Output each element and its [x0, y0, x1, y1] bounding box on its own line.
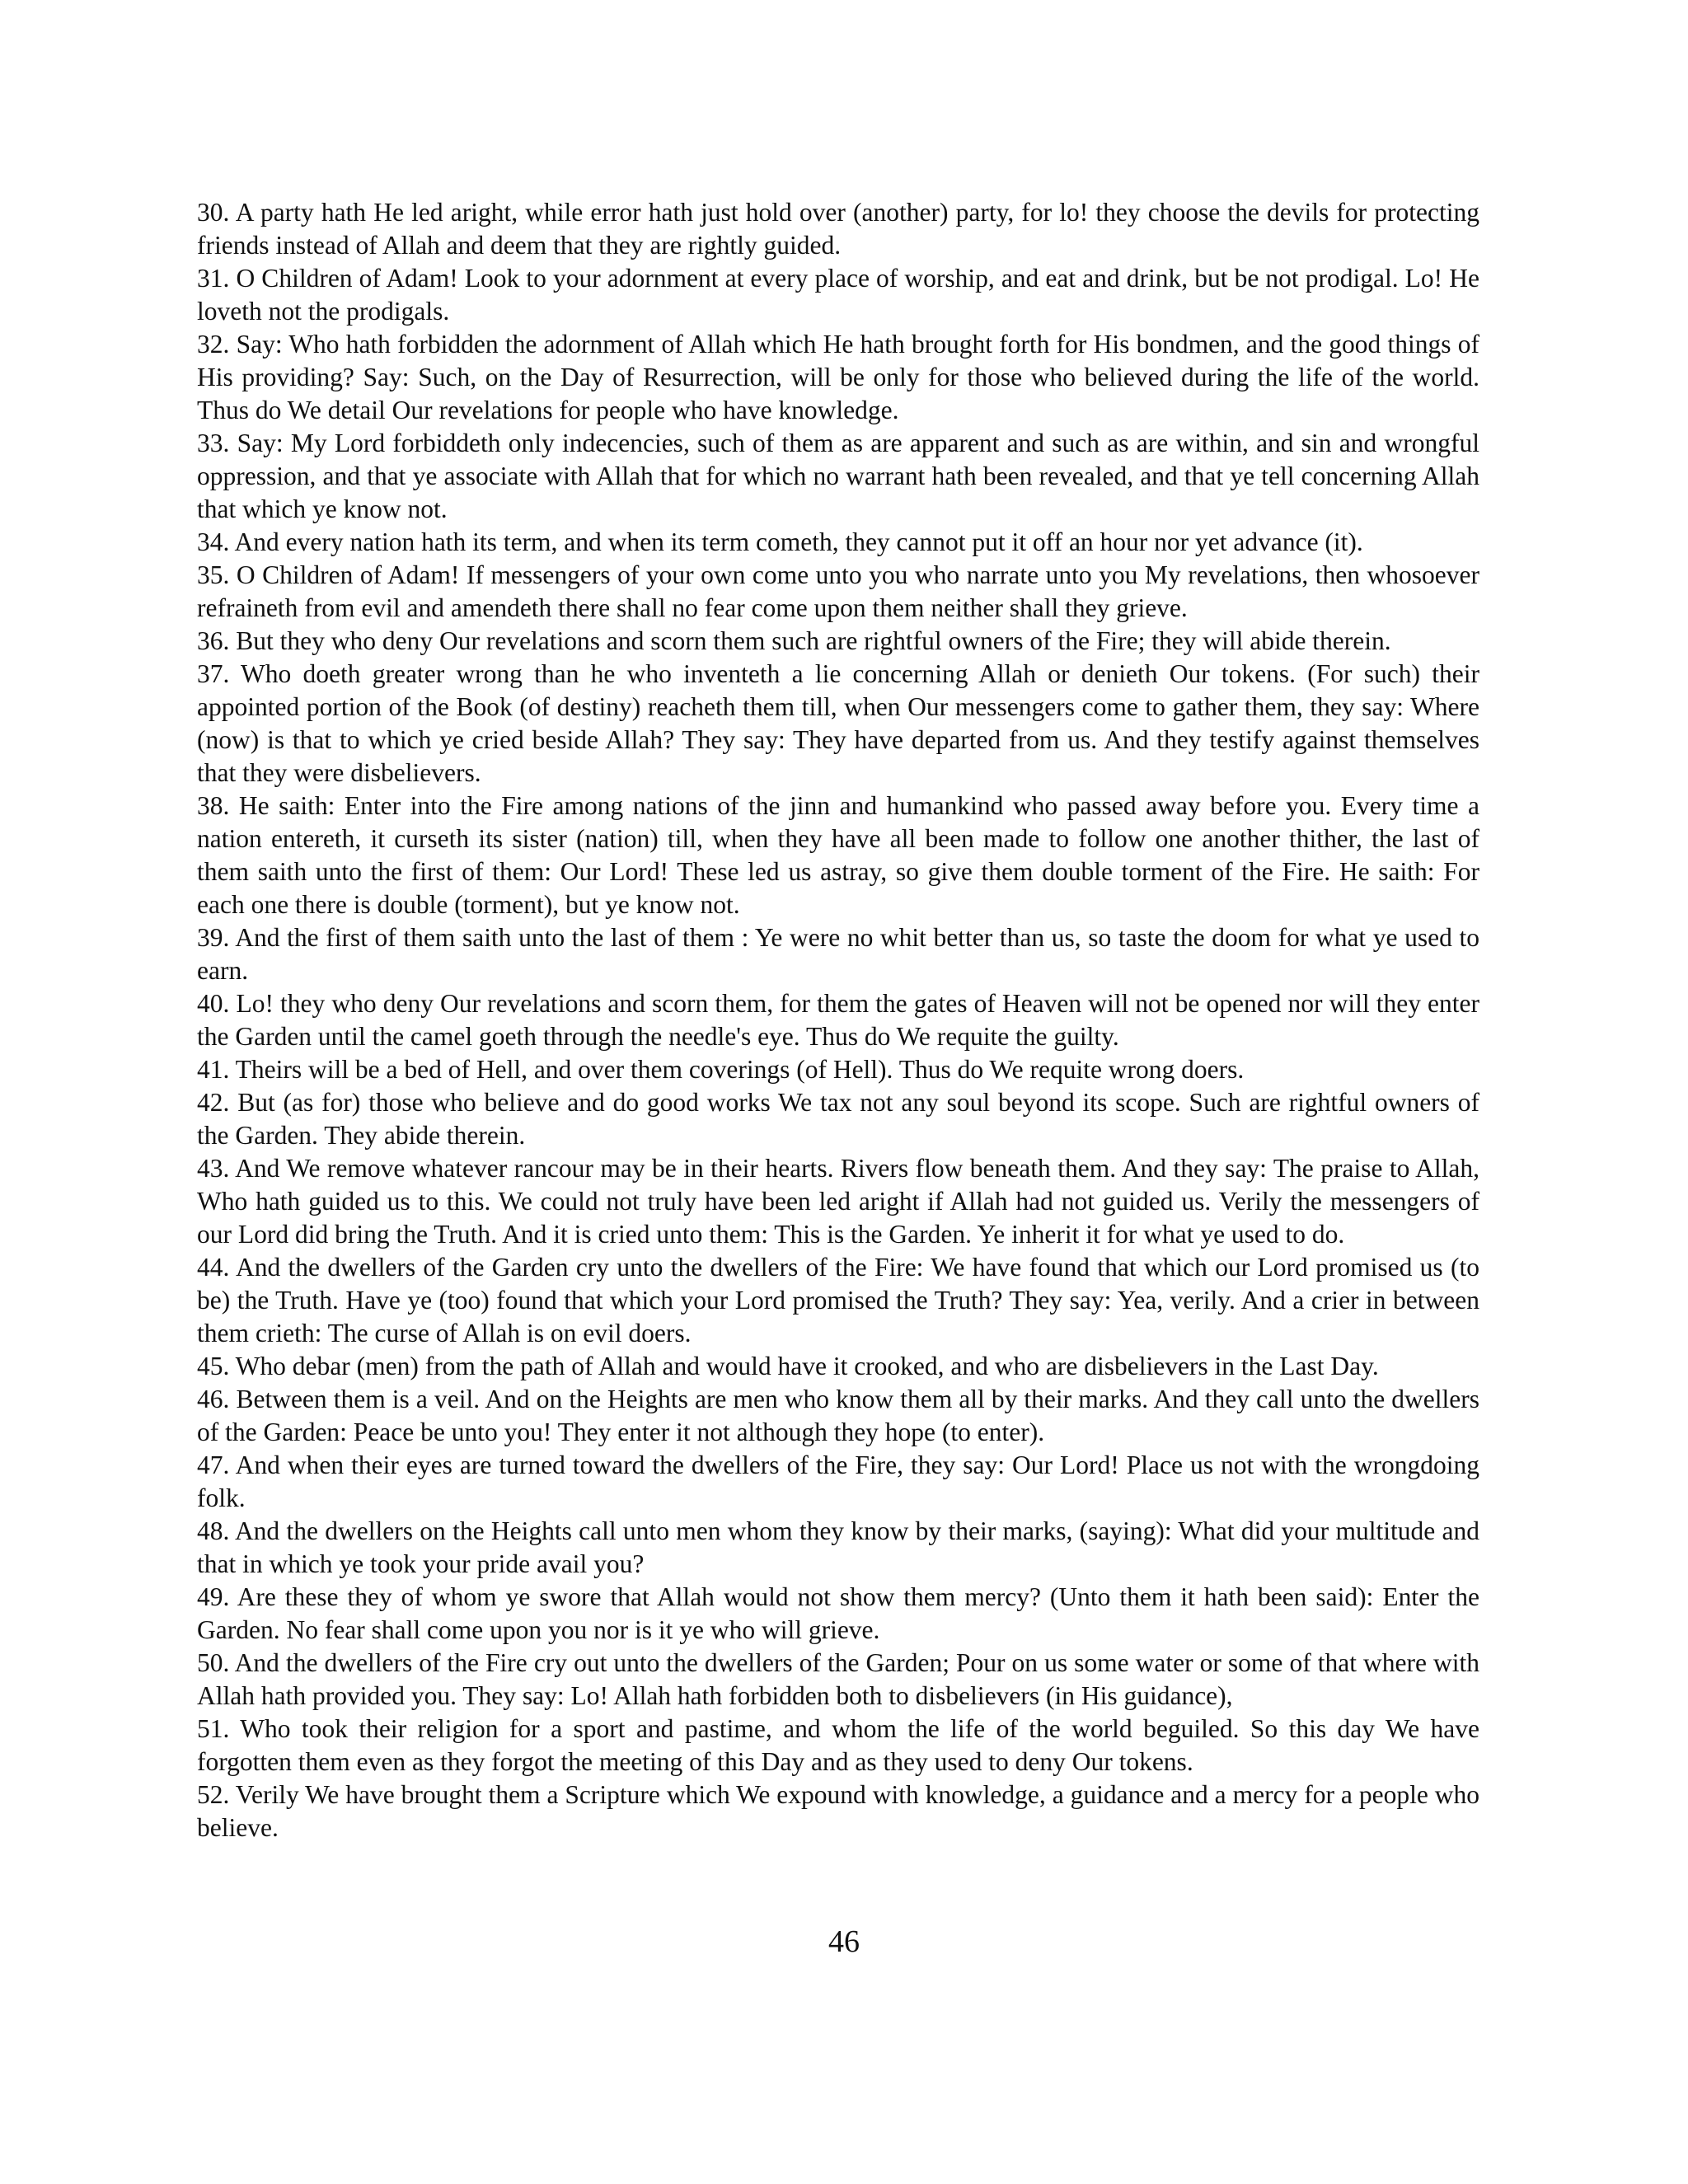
verse-39: 39. And the first of them saith unto the last of them : Ye were no whit better than us, so taste the doom for what ye used to earn. [197, 923, 1479, 985]
verse-30: 30. A party hath He led aright, while error hath just hold over (another) party, for lo! they choose the devils for protecting friends instead of Allah and deem that they are rightly guided. [197, 198, 1479, 260]
verse-33: 33. Say: My Lord forbiddeth only indecencies, such of them as are apparent and such as are within, and sin and wrongful oppression, and that ye associate with Allah that for which no warrant hath been revealed, and that ye tell concerning Allah that which ye know not. [197, 429, 1479, 523]
verse-34: 34. And every nation hath its term, and when its term cometh, they cannot put it off an hour nor yet advance (it). [197, 527, 1363, 556]
verse-41: 41. Theirs will be a bed of Hell, and over them coverings (of Hell). Thus do We requite wrong doers. [197, 1055, 1245, 1084]
verse-50: 50. And the dwellers of the Fire cry out unto the dwellers of the Garden; Pour on us some water or some of that where with Allah hath provided you. They say: Lo! Allah hath forbidden both to disbelievers (in His guidance), [197, 1648, 1479, 1710]
verse-44: 44. And the dwellers of the Garden cry unto the dwellers of the Fire: We have found that which our Lord promised us (to be) the Truth. Have ye (too) found that which your Lord promised the Truth? They say: Yea, verily. And a crier in between them crieth: The curse of Allah is on evil doers. [197, 1253, 1479, 1347]
verse-35: 35. O Children of Adam! If messengers of your own come unto you who narrate unto you My revelations, then whosoever refraineth from evil and amendeth there shall no fear come upon them neither shall they grieve. [197, 560, 1479, 622]
verse-31: 31. O Children of Adam! Look to your adornment at every place of worship, and eat and drink, but be not prodigal. Lo! He loveth not the prodigals. [197, 264, 1479, 326]
verse-36: 36. But they who deny Our revelations and scorn them such are rightful owners of the Fire; they will abide therein. [197, 626, 1391, 655]
verse-47: 47. And when their eyes are turned toward the dwellers of the Fire, they say: Our Lord! Place us not with the wrongdoing folk. [197, 1451, 1479, 1512]
verse-43: 43. And We remove whatever rancour may be in their hearts. Rivers flow beneath them. And they say: The praise to Allah, Who hath guided us to this. We could not truly have been led aright if Allah had not guided us. Verily the messengers of our Lord did bring the Truth. And it is cried unto them: This is the Garden. Ye inherit it for what ye used to do. [197, 1154, 1479, 1249]
verse-49: 49. Are these they of whom ye swore that Allah would not show them mercy? (Unto them it hath been said): Enter the Garden. No fear shall come upon you nor is it ye who will grieve. [197, 1582, 1479, 1644]
verse-51: 51. Who took their religion for a sport and pastime, and whom the life of the world beguiled. So this day We have forgotten them even as they forgot the meeting of this Day and as they used to deny Our tokens. [197, 1714, 1479, 1776]
verse-45: 45. Who debar (men) from the path of Allah and would have it crooked, and who are disbelievers in the Last Day. [197, 1352, 1379, 1380]
verse-37: 37. Who doeth greater wrong than he who inventeth a lie concerning Allah or denieth Our tokens. (For such) their appointed portion of the Book (of destiny) reacheth them till, when Our messengers come to gather them, they say: Where (now) is that to which ye cried beside Allah? They say: They have departed from us. And they testify against themselves that they were disbelievers. [197, 659, 1479, 787]
verse-46: 46. Between them is a veil. And on the Heights are men who know them all by their marks. And they call unto the dwellers of the Garden: Peace be unto you! They enter it not although they hope (to enter). [197, 1385, 1479, 1446]
verse-42: 42. But (as for) those who believe and do good works We tax not any soul beyond its scope. Such are rightful owners of the Garden. They abide therein. [197, 1088, 1479, 1150]
page-number: 46 [828, 1924, 860, 1959]
verse-52: 52. Verily We have brought them a Scripture which We expound with knowledge, a guidance and a mercy for a people who believe. [197, 1780, 1479, 1842]
verse-38: 38. He saith: Enter into the Fire among nations of the jinn and humankind who passed away before you. Every time a nation entereth, it curseth its sister (nation) till, when they have all been made to follow one another thither, the last of them saith unto the first of them: Our Lord! These led us astray, so give them double torment of the Fire. He saith: For each one there is double (torment), but ye know not. [197, 791, 1479, 919]
verse-40: 40. Lo! they who deny Our revelations and scorn them, for them the gates of Heaven will not be opened nor will they enter the Garden until the camel goeth through the needle's eye. Thus do We requite the guilty. [197, 989, 1479, 1051]
page-body [197, 196, 1479, 1844]
verse-32: 32. Say: Who hath forbidden the adornment of Allah which He hath brought forth for His bondmen, and the good things of His providing? Say: Such, on the Day of Resurrection, will be only for those who believed during the life of the world. Thus do We detail Our revelations for people who have knowledge. [197, 330, 1479, 424]
verse-48: 48. And the dwellers on the Heights call unto men whom they know by their marks, (saying): What did your multitude and that in which ye took your pride avail you? [197, 1516, 1479, 1578]
